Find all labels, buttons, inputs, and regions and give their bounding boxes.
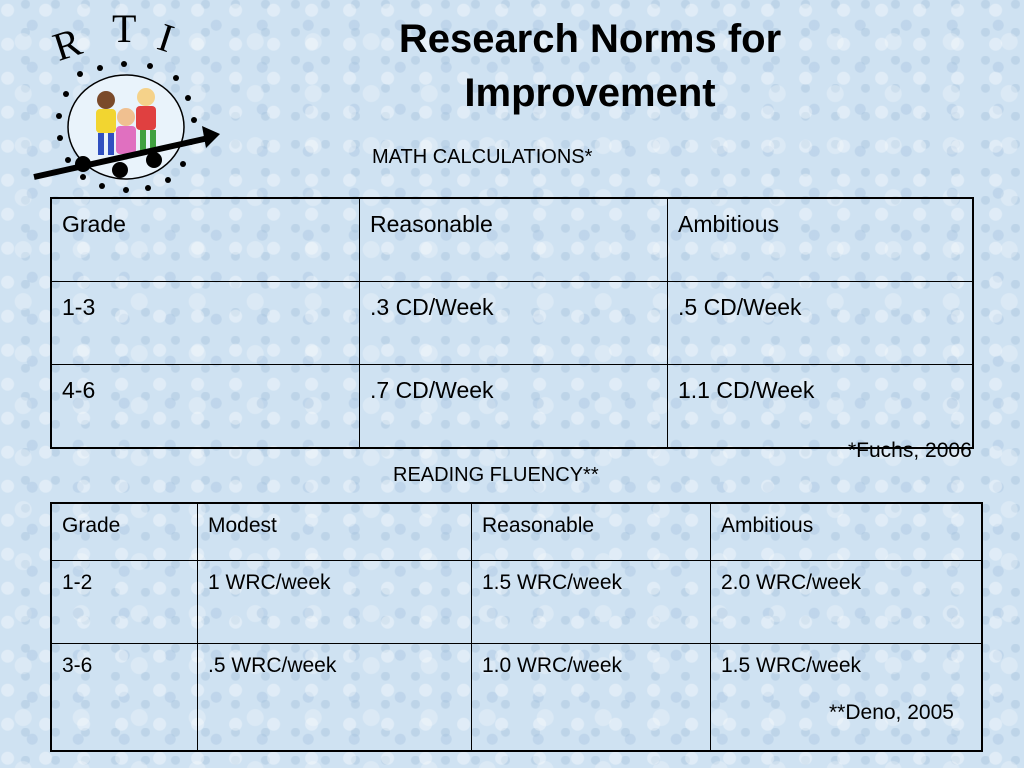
math-footnote: *Fuchs, 2006 [848,439,972,462]
table-header-row [51,503,982,561]
table-cell: 2.0 WRC/week [711,561,983,644]
rti-logo [28,12,228,197]
header-cell: Grade [51,198,360,282]
table-row [51,644,982,752]
table-cell: .5 CD/Week [668,282,974,365]
header-cell: Reasonable [472,503,711,561]
header-cell: Grade [51,503,198,561]
table-cell: .5 WRC/week [198,644,472,752]
header-cell: Modest [198,503,472,561]
table-row [51,561,982,644]
table-row [51,282,973,365]
table-cell: 1.5 WRC/week [472,561,711,644]
math-calculations-heading: MATH CALCULATIONS* [372,146,593,168]
table-row [51,365,973,449]
svg-text:T: T [112,12,137,51]
svg-text:I: I [152,14,180,62]
table-cell: 1.5 WRC/week [711,644,983,752]
grade-cell: 1-3 [51,282,360,365]
table-header-row [51,198,973,282]
header-cell: Ambitious [711,503,983,561]
page-title [340,12,840,120]
title-line-1: Research Norms for [398,17,782,61]
header-cell: Ambitious [668,198,974,282]
reading-footnote: **Deno, 2005 [829,701,954,724]
grade-cell: 4-6 [51,365,360,449]
reading-fluency-heading: READING FLUENCY** [393,464,599,486]
table-cell: 1.0 WRC/week [472,644,711,752]
grade-cell: 1-2 [51,561,198,644]
svg-text:R: R [47,18,87,70]
math-calculations-table [50,197,974,449]
table-cell: 1.1 CD/Week [668,365,974,449]
table-cell: .7 CD/Week [360,365,668,449]
table-cell: .3 CD/Week [360,282,668,365]
title-line-2: Improvement [464,71,716,115]
grade-cell: 3-6 [51,644,198,752]
header-cell: Reasonable [360,198,668,282]
table-cell: 1 WRC/week [198,561,472,644]
